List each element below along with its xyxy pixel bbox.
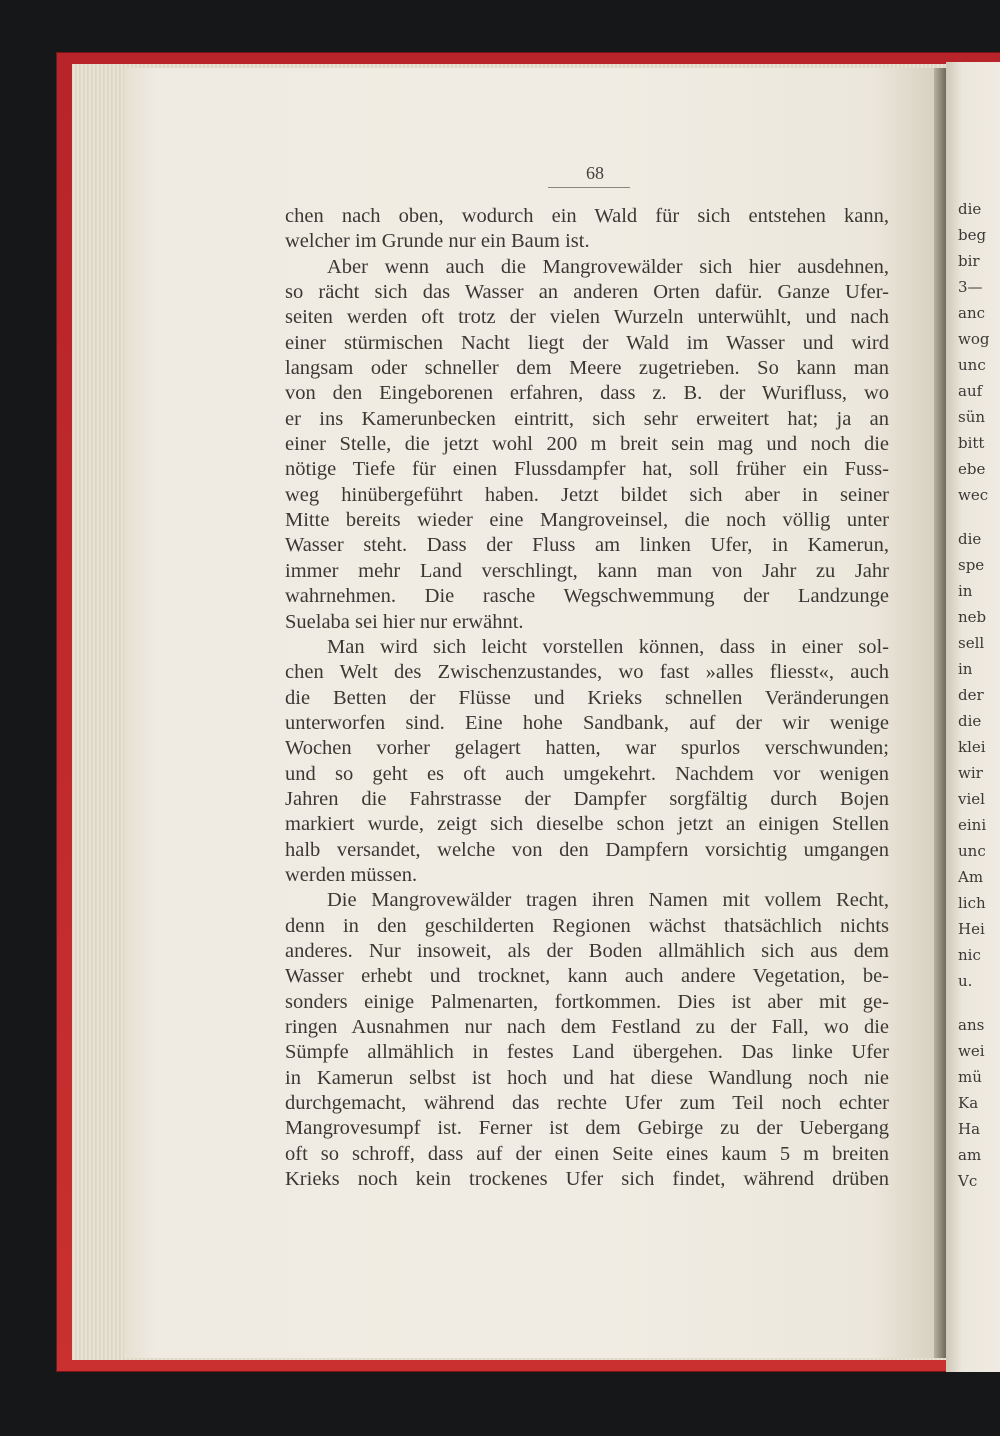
facing-page-fragment: bitt <box>958 434 985 452</box>
page-number-rule <box>548 187 630 188</box>
facing-page-fragment: die <box>958 530 982 548</box>
text-line: in Kamerun selbst ist hoch und hat diese Wandlung noch nie <box>285 1066 889 1089</box>
facing-page-fragment: Hei <box>958 920 985 938</box>
text-line: Aber wenn auch die Mangrovewälder sich hier ausdehnen, <box>327 255 889 278</box>
facing-page-fragment: nic <box>958 946 981 964</box>
text-line: anderes. Nur insoweit, als der Boden allmählich sich aus dem <box>285 939 889 962</box>
text-line: werden müssen. <box>285 863 418 886</box>
facing-page-fragment: neb <box>958 608 987 626</box>
facing-page-fragment: spe <box>958 556 985 574</box>
text-line: so rächt sich das Wasser an anderen Orten dafür. Ganze Ufer- <box>285 281 889 304</box>
text-line: wahrnehmen. Die rasche Wegschwemmung der Landzunge <box>285 585 889 608</box>
text-line: durchgemacht, während das rechte Ufer zum Teil noch echter <box>285 1092 889 1115</box>
facing-page-fragment: in <box>958 582 973 600</box>
facing-page-fragment: lich <box>958 894 986 912</box>
text-line: weg hinübergeführt haben. Jetzt bildet sich aber in seiner <box>285 483 889 506</box>
facing-page-fragment: u. <box>958 972 973 990</box>
facing-page-fragment: wir <box>958 764 983 782</box>
facing-page-fragment: am <box>958 1146 982 1164</box>
text-line: von den Eingeborenen erfahren, dass z. B. der Wurifluss, wo <box>285 382 889 405</box>
text-line: einer Stelle, die jetzt wohl 200 m breit sein mag und noch die <box>285 433 889 456</box>
text-line: Suelaba sei hier nur erwähnt. <box>285 610 524 633</box>
text-line: Sümpfe allmählich in festes Land übergehen. Das linke Ufer <box>285 1041 889 1064</box>
text-line: ringen Ausnahmen nur nach dem Festland zu der Fall, wo die <box>285 1016 889 1038</box>
facing-page-fragment: bir <box>958 252 980 270</box>
text-line: Die Mangrovewälder tragen ihren Namen mit vollem Recht, <box>327 889 889 912</box>
body-text <box>285 204 889 1192</box>
facing-page-fragment: die <box>958 200 982 218</box>
facing-page-fragment: Am <box>958 868 984 886</box>
text-line: unterworfen sind. Eine hohe Sandbank, auf der wir wenige <box>285 711 889 734</box>
text-line: welcher im Grunde nur ein Baum ist. <box>285 230 590 253</box>
facing-page-fragment: viel <box>958 790 985 808</box>
page-number: 68 <box>586 163 604 183</box>
facing-page-fragment: sell <box>958 634 985 652</box>
facing-page-fragment: Vc <box>958 1172 978 1190</box>
text-line: chen Welt des Zwischenzustandes, wo fast »alles fliesst«, auch <box>285 661 889 684</box>
facing-page-fragment: ebe <box>958 460 986 478</box>
text-line: die Betten der Flüsse und Krieks schnellen Veränderungen <box>285 686 889 709</box>
text-line: markiert wurde, zeigt sich dieselbe schon jetzt an einigen Stellen <box>285 813 889 836</box>
facing-page-fragment: eini <box>958 816 987 834</box>
text-line: oft so schroff, dass auf der einen Seite eines kaum 5 m breiten <box>285 1142 889 1165</box>
text-line: und so geht es oft auch umgekehrt. Nachdem vor wenigen <box>285 762 889 785</box>
facing-page-fragment: klei <box>958 738 986 756</box>
facing-page-fragment: ans <box>958 1016 985 1034</box>
facing-page-fragment: wog <box>958 330 990 348</box>
text-line: chen nach oben, wodurch ein Wald für sich entstehen kann, <box>285 205 889 227</box>
text-line: er ins Kamerunbecken eintritt, sich sehr erweitert hat; ja an <box>285 407 889 430</box>
facing-page-fragment: Ha <box>958 1120 981 1138</box>
facing-page-fragment: wei <box>958 1042 985 1060</box>
text-line: einer stürmischen Nacht liegt der Wald im Wasser und wird <box>285 331 889 354</box>
text-line: Wasser erhebt und trocknet, kann auch andere Vegetation, be- <box>285 965 889 988</box>
facing-page-fragment: anc <box>958 304 986 322</box>
text-line: Mangrovesumpf ist. Ferner ist dem Gebirge zu der Uebergang <box>285 1117 889 1140</box>
text-line: immer mehr Land verschlingt, kann man von Jahr zu Jahr <box>285 559 889 582</box>
facing-page-fragment: wec <box>958 486 989 504</box>
facing-page-fragment: die <box>958 712 982 730</box>
facing-page-fragment: mü <box>958 1068 982 1086</box>
gutter-shadow <box>934 68 946 1358</box>
text-line: nötige Tiefe für einen Flussdampfer hat, soll früher ein Fuss- <box>285 458 889 481</box>
text-line: Krieks noch kein trockenes Ufer sich findet, während drüben <box>285 1168 889 1191</box>
facing-page-fragment: beg <box>958 226 987 244</box>
facing-page-fragment: unc <box>958 842 986 860</box>
text-line: sonders einige Palmenarten, fortkommen. Dies ist aber mit ge- <box>285 990 889 1013</box>
text-line: Wasser steht. Dass der Fluss am linken Ufer, in Kamerun, <box>285 534 889 557</box>
text-line: Jahren die Fahrstrasse der Dampfer sorgfältig durch Bojen <box>285 787 889 810</box>
facing-page-fragment: sün <box>958 408 986 426</box>
text-line: Wochen vorher gelagert hatten, war spurlos verschwunden; <box>285 737 889 760</box>
facing-page-fragment: in <box>958 660 973 678</box>
facing-page-fragment: 3— <box>958 278 983 296</box>
facing-page-fragment: der <box>958 686 984 704</box>
text-line: langsam oder schneller dem Meere zugetrieben. So kann man <box>285 357 889 380</box>
text-line: denn in den geschilderten Regionen wächst thatsächlich nichts <box>285 914 889 937</box>
text-line: halb versandet, welche von den Dampfern vorsichtig umgangen <box>285 838 889 861</box>
text-line: Man wird sich leicht vorstellen können, dass in einer sol- <box>327 635 889 658</box>
facing-page-fragment: Ka <box>958 1094 979 1112</box>
facing-page-fragment: unc <box>958 356 986 374</box>
facing-page-fragment: auf <box>958 382 983 400</box>
text-line: Mitte bereits wieder eine Mangroveinsel, die noch völlig unter <box>285 509 889 532</box>
text-line: seiten werden oft trotz der vielen Wurzeln unterwühlt, und nach <box>285 306 889 329</box>
facing-page <box>946 62 1000 1372</box>
